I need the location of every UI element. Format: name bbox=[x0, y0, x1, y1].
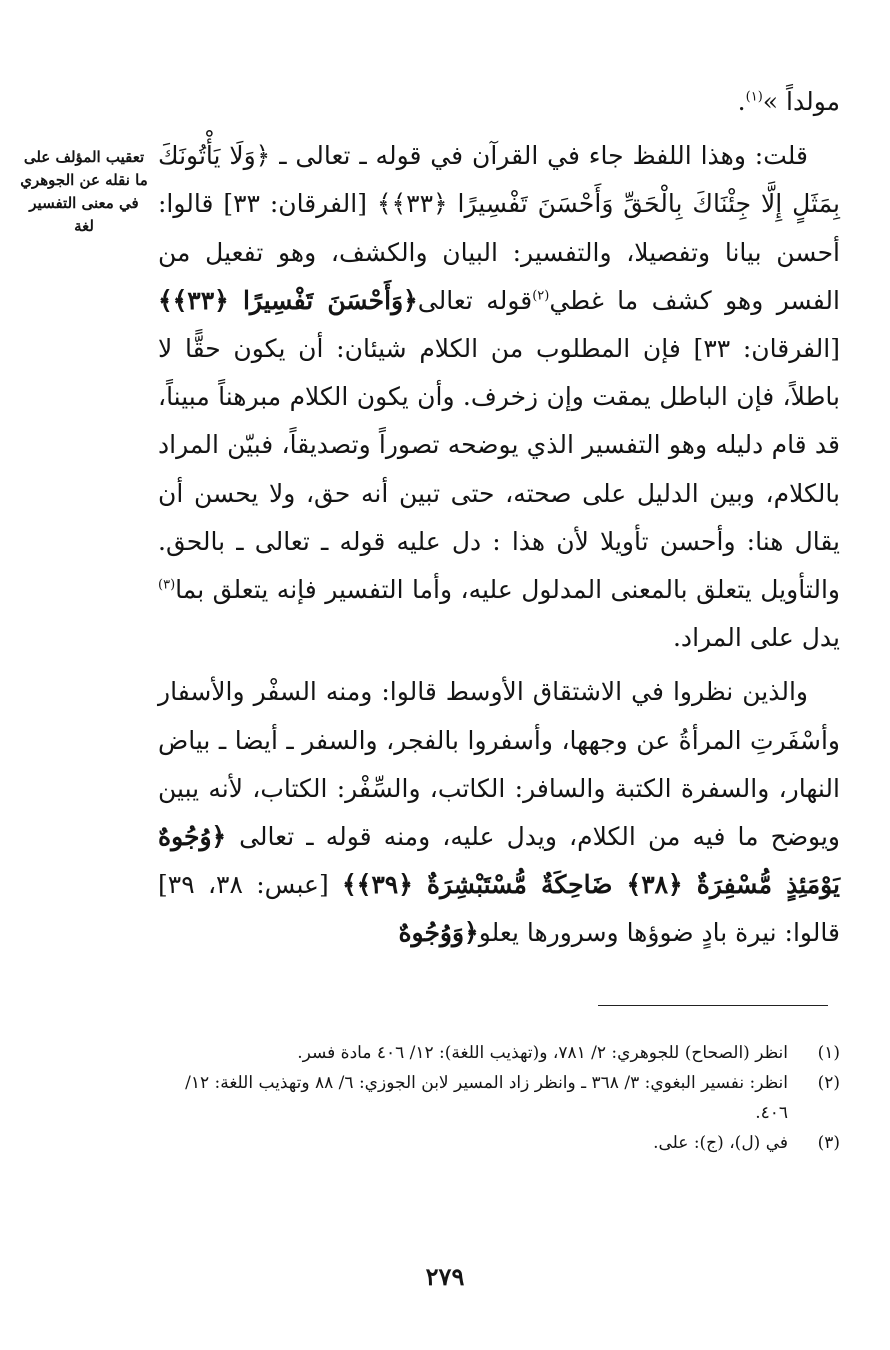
main-text bbox=[158, 78, 840, 958]
paragraph-tafsir bbox=[158, 132, 840, 662]
footnote-ref-2[interactable]: (٢) bbox=[532, 288, 550, 304]
text-run: [الفرقان: ٣٣] فإن المطلوب من الكلام شيئان: أن يكون حقًّا لا باطلاً، فإن الباطل يمقت وإن زخرف. وأن يكون الكلام مبرهناً مبيناً، قد قام دليله وهو التفسير الذي يوضحه تصوراً وتصديقاً، فبيّن المراد بالكلام، وبين الدليل على صحته، حتى تبين أنه حق، ولا يحسن أن يقال هنا: وأحسن تأويلا لأن هذا : دل عليه قوله ـ تعالى ـ بالحق. والتأويل يتعلق بالمعنى المدلول عليه، وأما التفسير فإنه يتعلق بما bbox=[158, 334, 840, 605]
footnote-item bbox=[150, 1038, 840, 1068]
footnotes bbox=[150, 1038, 840, 1158]
quran-verse: ﴿وَوُجُوهٌ bbox=[398, 918, 479, 948]
footnote-item bbox=[150, 1128, 840, 1158]
text-run: مولداً » bbox=[762, 87, 840, 116]
text-run: قلت: وهذا اللفظ جاء في القرآن في قوله ـ تعالى ـ ﴿وَلَا يَأْتُونَكَ بِمَثَلٍ إِلَّا جِئْنَاكَ بِالْحَقِّ وَأَحْسَنَ تَفْسِيرًا ﴿٣٣﴾﴾ [الفرقان: ٣٣] قالوا: أحسن بيانا وتفصيلا، والتفسير: البيان والكشف، وهو تفعيل من الفسر وهو كشف ما غطي bbox=[158, 141, 840, 315]
page-number: ٢٧٩ bbox=[425, 1262, 465, 1291]
footnote-ref-3[interactable]: (٣) bbox=[158, 577, 176, 593]
footnote-text: انظر (الصحاح) للجوهري: ٢/ ٧٨١، و(تهذيب اللغة): ١٢/ ٤٠٦ مادة فسر. bbox=[297, 1043, 788, 1063]
quran-verse: ﴿وَأَحْسَنَ تَفْسِيرًا ﴿٣٣﴾﴾ bbox=[158, 285, 418, 315]
text-run: قوله تعالى bbox=[417, 285, 533, 315]
footnote-text: في (ل)، (ج): على. bbox=[653, 1133, 788, 1153]
quran-verse: ﴿وُجُوهٌ يَوْمَئِذٍ مُّسْفِرَةٌ ﴿٣٨﴾ ضَاحِكَةٌ مُّسْتَبْشِرَةٌ ﴿٣٩﴾﴾ bbox=[158, 822, 841, 900]
paragraph-ishtiqaq bbox=[158, 668, 840, 957]
paragraph-opening bbox=[158, 78, 840, 126]
footnote-number: (٢) bbox=[817, 1073, 840, 1093]
footnote-item bbox=[150, 1068, 840, 1128]
footnote-ref-1[interactable]: (١) bbox=[745, 89, 763, 105]
text-run: والذين نظروا في الاشتقاق الأوسط قالوا: ومنه السفْر والأسفار وأسْفَرتِ المرأةُ عن وجهها، وأسفروا بالفجر، والسفر ـ أيضا ـ بياض النهار، والسفرة الكتبة والسافر: الكاتب، والسِّفْر: الكتاب، لأنه يبين ويوضح ما فيه من الكلام، ويدل عليه، ومنه قوله ـ تعالى bbox=[158, 677, 840, 852]
footnote-number: (٣) bbox=[817, 1133, 840, 1153]
text-run: [عبس: ٣٨، ٣٩] قالوا: نيرة بادٍ ضوؤها وسرورها يعلو bbox=[158, 870, 840, 948]
footnote-separator bbox=[598, 1005, 828, 1006]
margin-note: تعقيب المؤلف على ما نقله عن الجوهري في معنى التفسير لغة bbox=[20, 148, 148, 235]
footnote-number: (١) bbox=[817, 1043, 840, 1063]
text-run: يدل على المراد. bbox=[672, 623, 840, 653]
footnote-text: انظر: نفسير البغوي: ٣/ ٣٦٨ ـ وانظر زاد المسير لابن الجوزي: ٦/ ٨٨ وتهذيب اللغة: ١٢/ ٤٠٦. bbox=[185, 1073, 788, 1123]
text-run: . bbox=[737, 87, 746, 116]
